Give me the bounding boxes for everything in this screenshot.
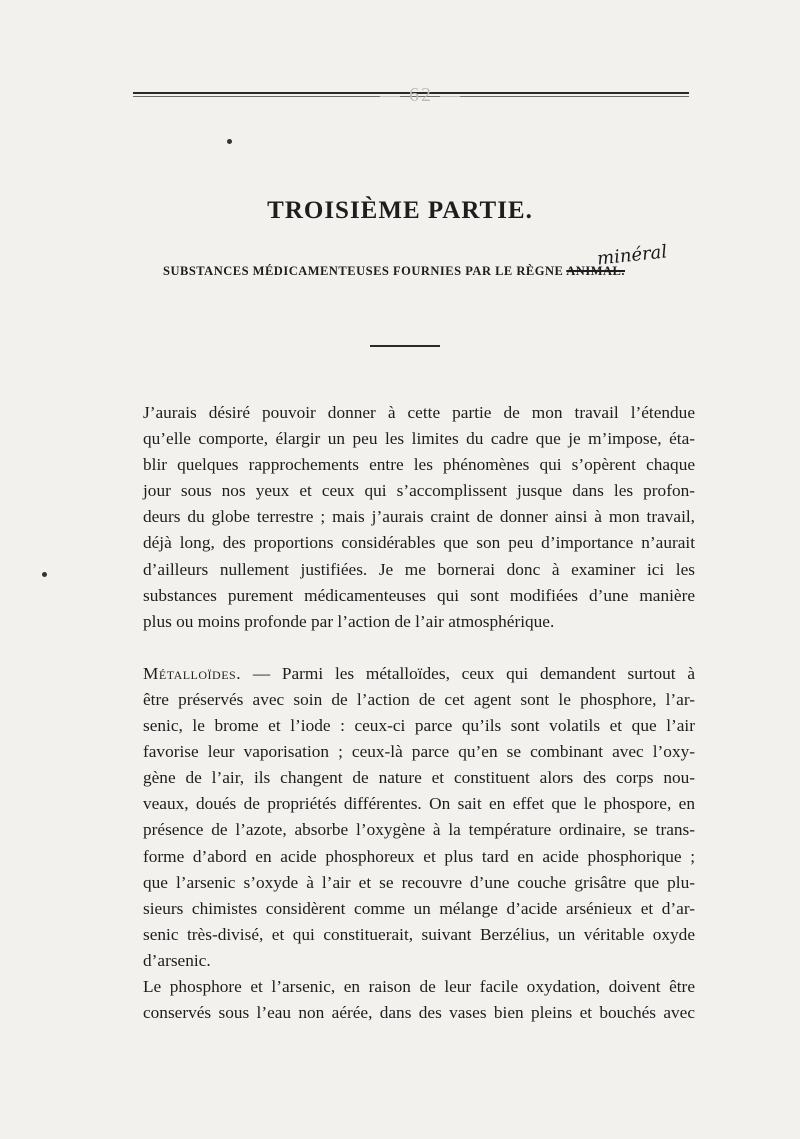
text-line: senic très-divisé, et qui constituerait, suivant Berzélius, un véritable oxyde bbox=[143, 924, 695, 944]
section-subtitle bbox=[163, 264, 625, 279]
text-line: que l’arsenic s’oxyde à l’air et se recouvre d’une couche grisâtre que plu- bbox=[143, 872, 695, 892]
text-line: substances purement médicamenteuses qui sont modifiées d’une manière bbox=[143, 585, 695, 605]
text-line: conservés sous l’eau non aérée, dans des vases bien pleins et bouchés avec bbox=[143, 1003, 695, 1023]
section-divider bbox=[370, 345, 440, 347]
section-title: TROISIÈME PARTIE. bbox=[267, 197, 533, 224]
subtitle-text: SUBSTANCES MÉDICAMENTEUSES FOURNIES PAR LE RÈGNE bbox=[163, 264, 564, 278]
text-line bbox=[143, 661, 695, 687]
text-line: sieurs chimistes considèrent comme un mélange d’acide arsénieux et d’ar- bbox=[143, 898, 695, 918]
page-folio: — 62 — bbox=[380, 84, 462, 106]
body-text bbox=[143, 400, 695, 1026]
struck-word: ANIMAL. bbox=[566, 264, 625, 278]
text-line: jour sous nos yeux et ceux qui s’accomplissent jusque dans les profon- bbox=[143, 481, 695, 501]
text-line: veaux, doués de propriétés différentes. On sait en effet que le phospore, en bbox=[143, 794, 695, 814]
text-line: blir quelques rapprochements entre les phénomènes qui s’opèrent chaque bbox=[143, 455, 695, 475]
paragraph-2 bbox=[143, 661, 695, 974]
paragraph-lead: Métalloïdes. bbox=[143, 663, 242, 683]
text-line: d’arsenic. bbox=[143, 950, 211, 970]
handwritten-correction: minéral bbox=[596, 241, 669, 270]
text-line: forme d’abord en acide phosphoreux et plus tard en acide phosphorique ; bbox=[143, 846, 695, 866]
text-line: Le phosphore et l’arsenic, en raison de leur facile oxydation, doivent être bbox=[143, 976, 695, 996]
text-line: senic, le brome et l’iode : ceux-ci parce qu’ils sont volatils et que l’air bbox=[143, 716, 695, 736]
text-line-rest: — Parmi les métalloïdes, ceux qui demandent surtout à bbox=[241, 663, 695, 683]
text-line: présence de l’azote, absorbe l’oxygène à la température ordinaire, se trans- bbox=[143, 820, 695, 840]
text-line: J’aurais désiré pouvoir donner à cette partie de mon travail l’étendue bbox=[143, 403, 695, 422]
text-line: être préservés avec soin de l’action de cet agent sont le phosphore, l’ar- bbox=[143, 689, 695, 709]
ink-speck bbox=[227, 139, 232, 144]
text-line: plus ou moins profonde par l’action de l’air atmosphérique. bbox=[143, 611, 555, 631]
text-line: qu’elle comporte, élargir un peu les limites du cadre que je m’impose, éta- bbox=[143, 429, 695, 449]
text-line: d’ailleurs nullement justifiées. Je me bornerai donc à examiner ici les bbox=[143, 559, 695, 579]
text-line: gène de l’air, ils changent de nature et constituent alors des corps nou- bbox=[143, 768, 695, 788]
text-line: favorise leur vaporisation ; ceux-là parce qu’en se combinant avec l’oxy- bbox=[143, 742, 695, 762]
text-line: déjà long, des proportions considérables que son peu d’importance n’aurait bbox=[143, 533, 695, 553]
ink-speck bbox=[42, 572, 47, 577]
paragraph-3 bbox=[143, 974, 695, 1026]
paragraph-1 bbox=[143, 400, 695, 635]
text-line: deurs du globe terrestre ; mais j’aurais craint de donner ainsi à mon travail, bbox=[143, 507, 695, 527]
